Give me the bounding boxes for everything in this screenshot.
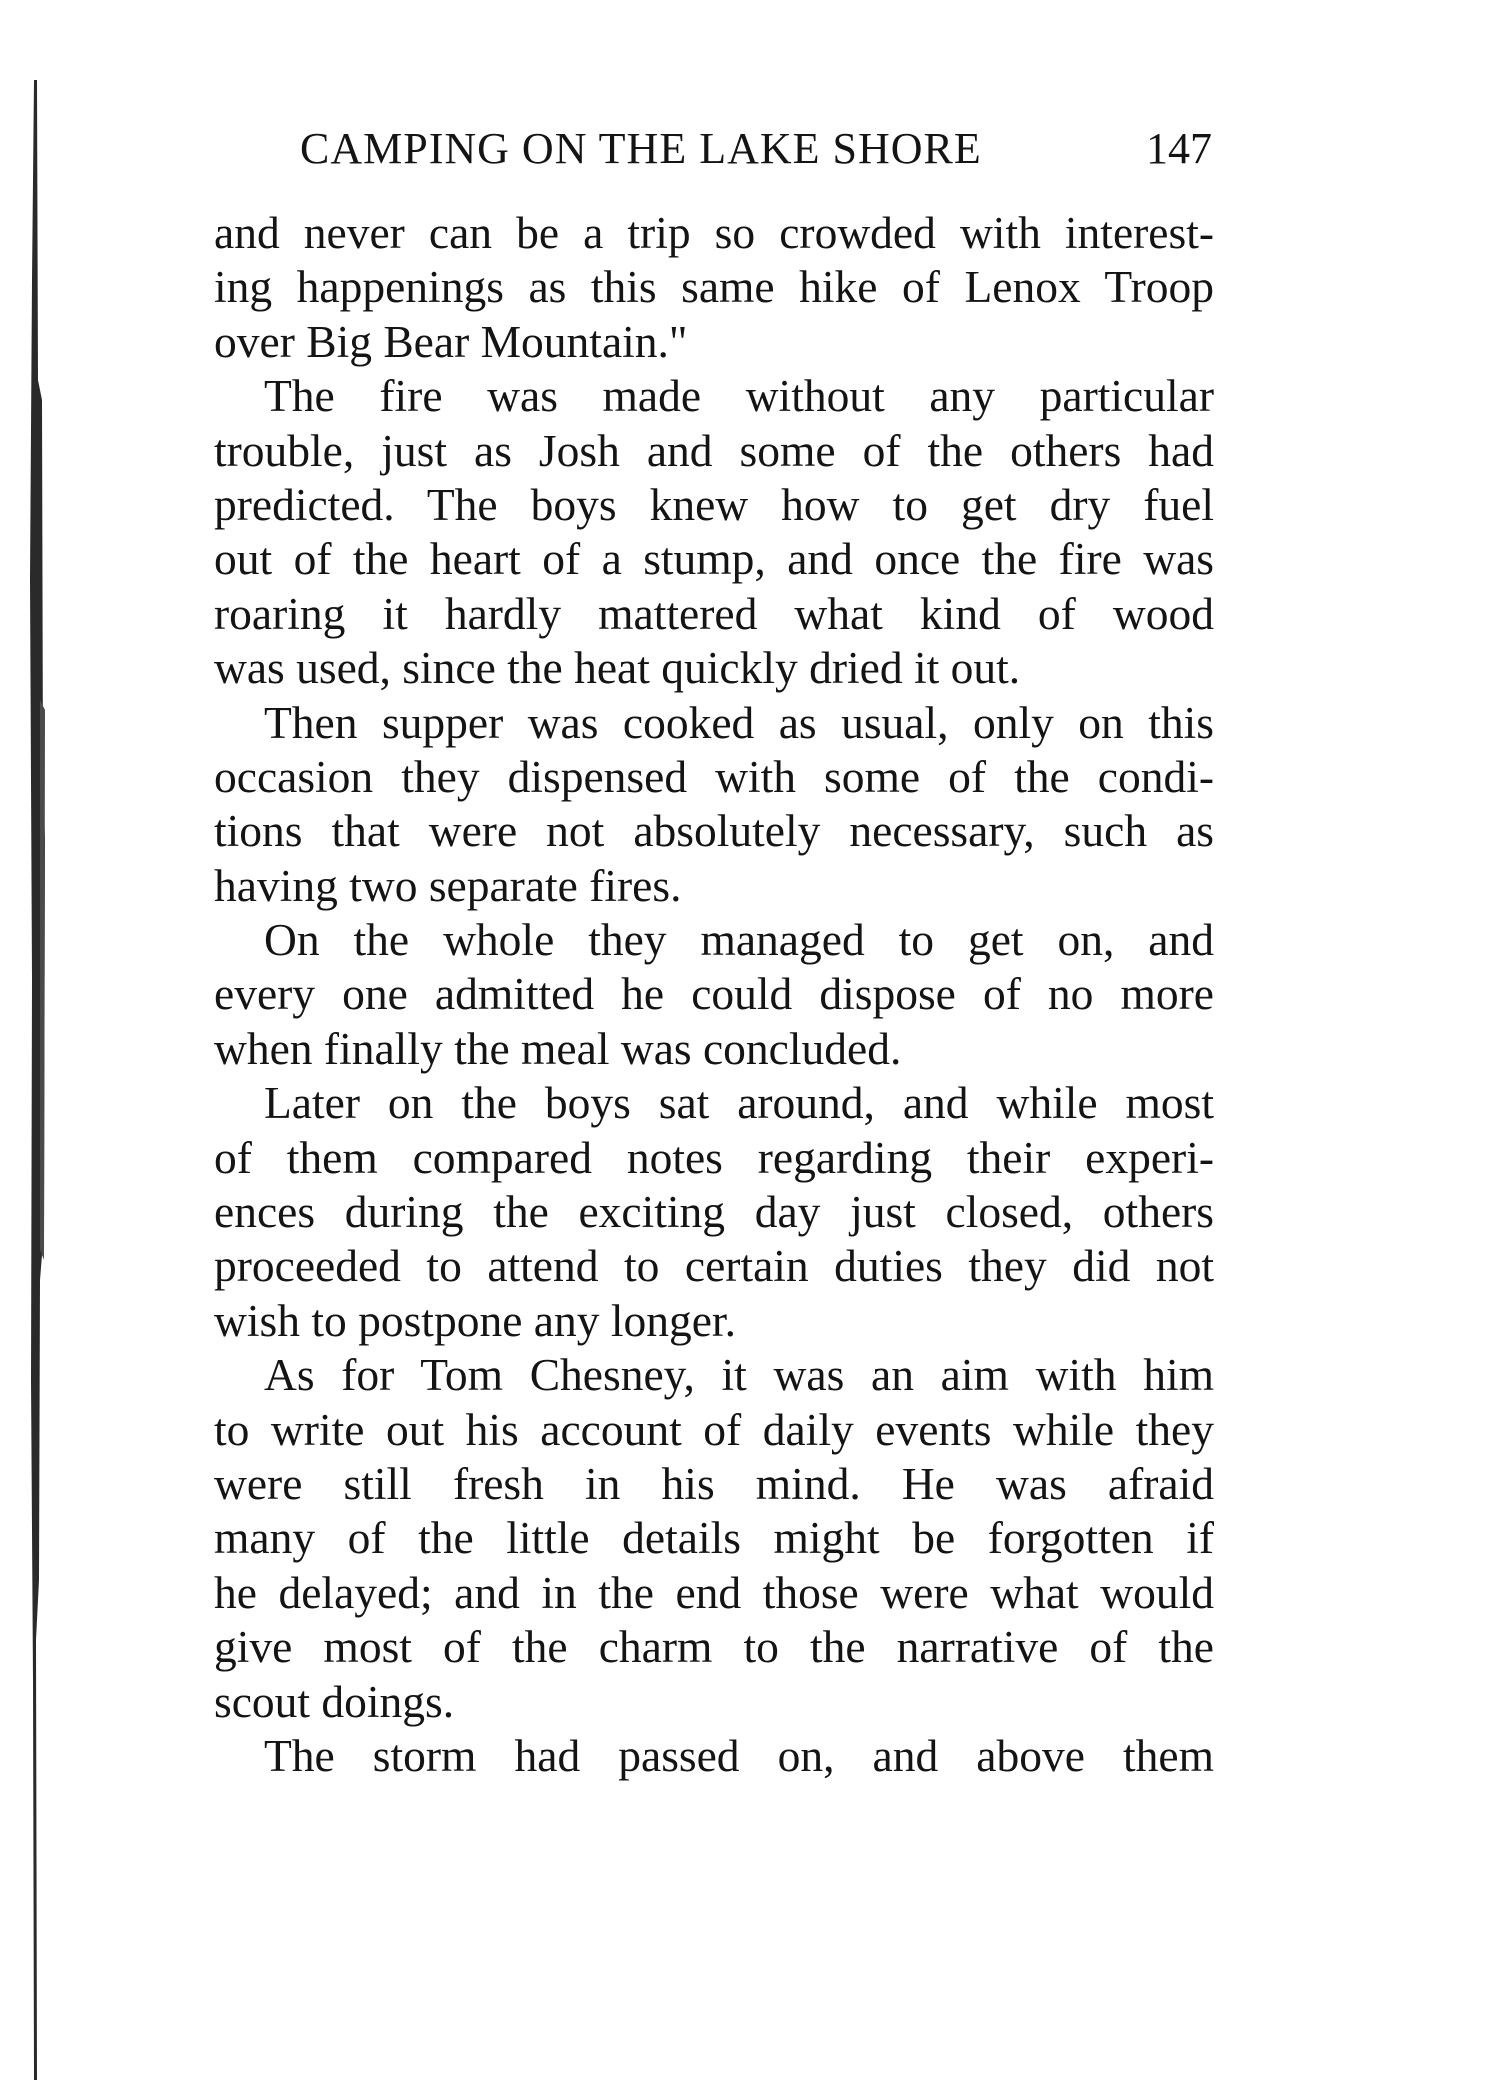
text-line: Then supper was cooked as usual, only on this [264, 696, 1214, 748]
text-line: The fire was made without any particular [264, 370, 1214, 422]
text-line: when finally the meal was concluded. [214, 1022, 902, 1074]
text-line: give most of the charm to the narrative of the [214, 1621, 1214, 1673]
running-title: CAMPING ON THE LAKE SHORE [300, 123, 982, 173]
text-line: On the whole they managed to get on, and [264, 914, 1214, 966]
text-line: Later on the boys sat around, and while most [264, 1077, 1214, 1129]
text-line: tions that were not absolutely necessary, such as [214, 805, 1214, 857]
text-line: ences during the exciting day just closed, others [214, 1186, 1214, 1238]
text-line: proceeded to attend to certain duties they did not [214, 1240, 1214, 1292]
body-text [214, 206, 1214, 1783]
text-line: wish to postpone any longer. [214, 1294, 736, 1346]
text-line: over Big Bear Mountain." [214, 315, 688, 367]
text-line: of them compared notes regarding their experi- [214, 1131, 1214, 1183]
text-line: was used, since the heat quickly dried it out. [214, 642, 1021, 694]
text-line: were still fresh in his mind. He was afraid [214, 1457, 1214, 1509]
text-line: trouble, just as Josh and some of the others had [214, 424, 1214, 476]
page-binding-edge [28, 80, 46, 2080]
text-line: ing happenings as this same hike of Lenox Troop [214, 261, 1214, 313]
text-line: The storm had passed on, and above them [264, 1729, 1214, 1781]
text-line: many of the little details might be forgotten if [214, 1512, 1214, 1564]
text-line: and never can be a trip so crowded with interest- [214, 207, 1214, 258]
text-line: As for Tom Chesney, it was an aim with him [264, 1349, 1214, 1401]
text-line: every one admitted he could dispose of no more [214, 968, 1214, 1020]
text-line: having two separate fires. [214, 859, 682, 911]
text-line: occasion they dispensed with some of the condi- [214, 750, 1214, 802]
text-line: predicted. The boys knew how to get dry fuel [214, 478, 1214, 530]
page-number: 147 [1146, 123, 1212, 173]
text-line: out of the heart of a stump, and once the fire was [214, 533, 1214, 585]
text-line: to write out his account of daily events while they [214, 1403, 1214, 1455]
text-line: he delayed; and in the end those were what would [214, 1566, 1214, 1618]
text-line: roaring it hardly mattered what kind of wood [214, 587, 1214, 639]
text-line: scout doings. [214, 1675, 455, 1727]
running-head [300, 118, 1212, 178]
